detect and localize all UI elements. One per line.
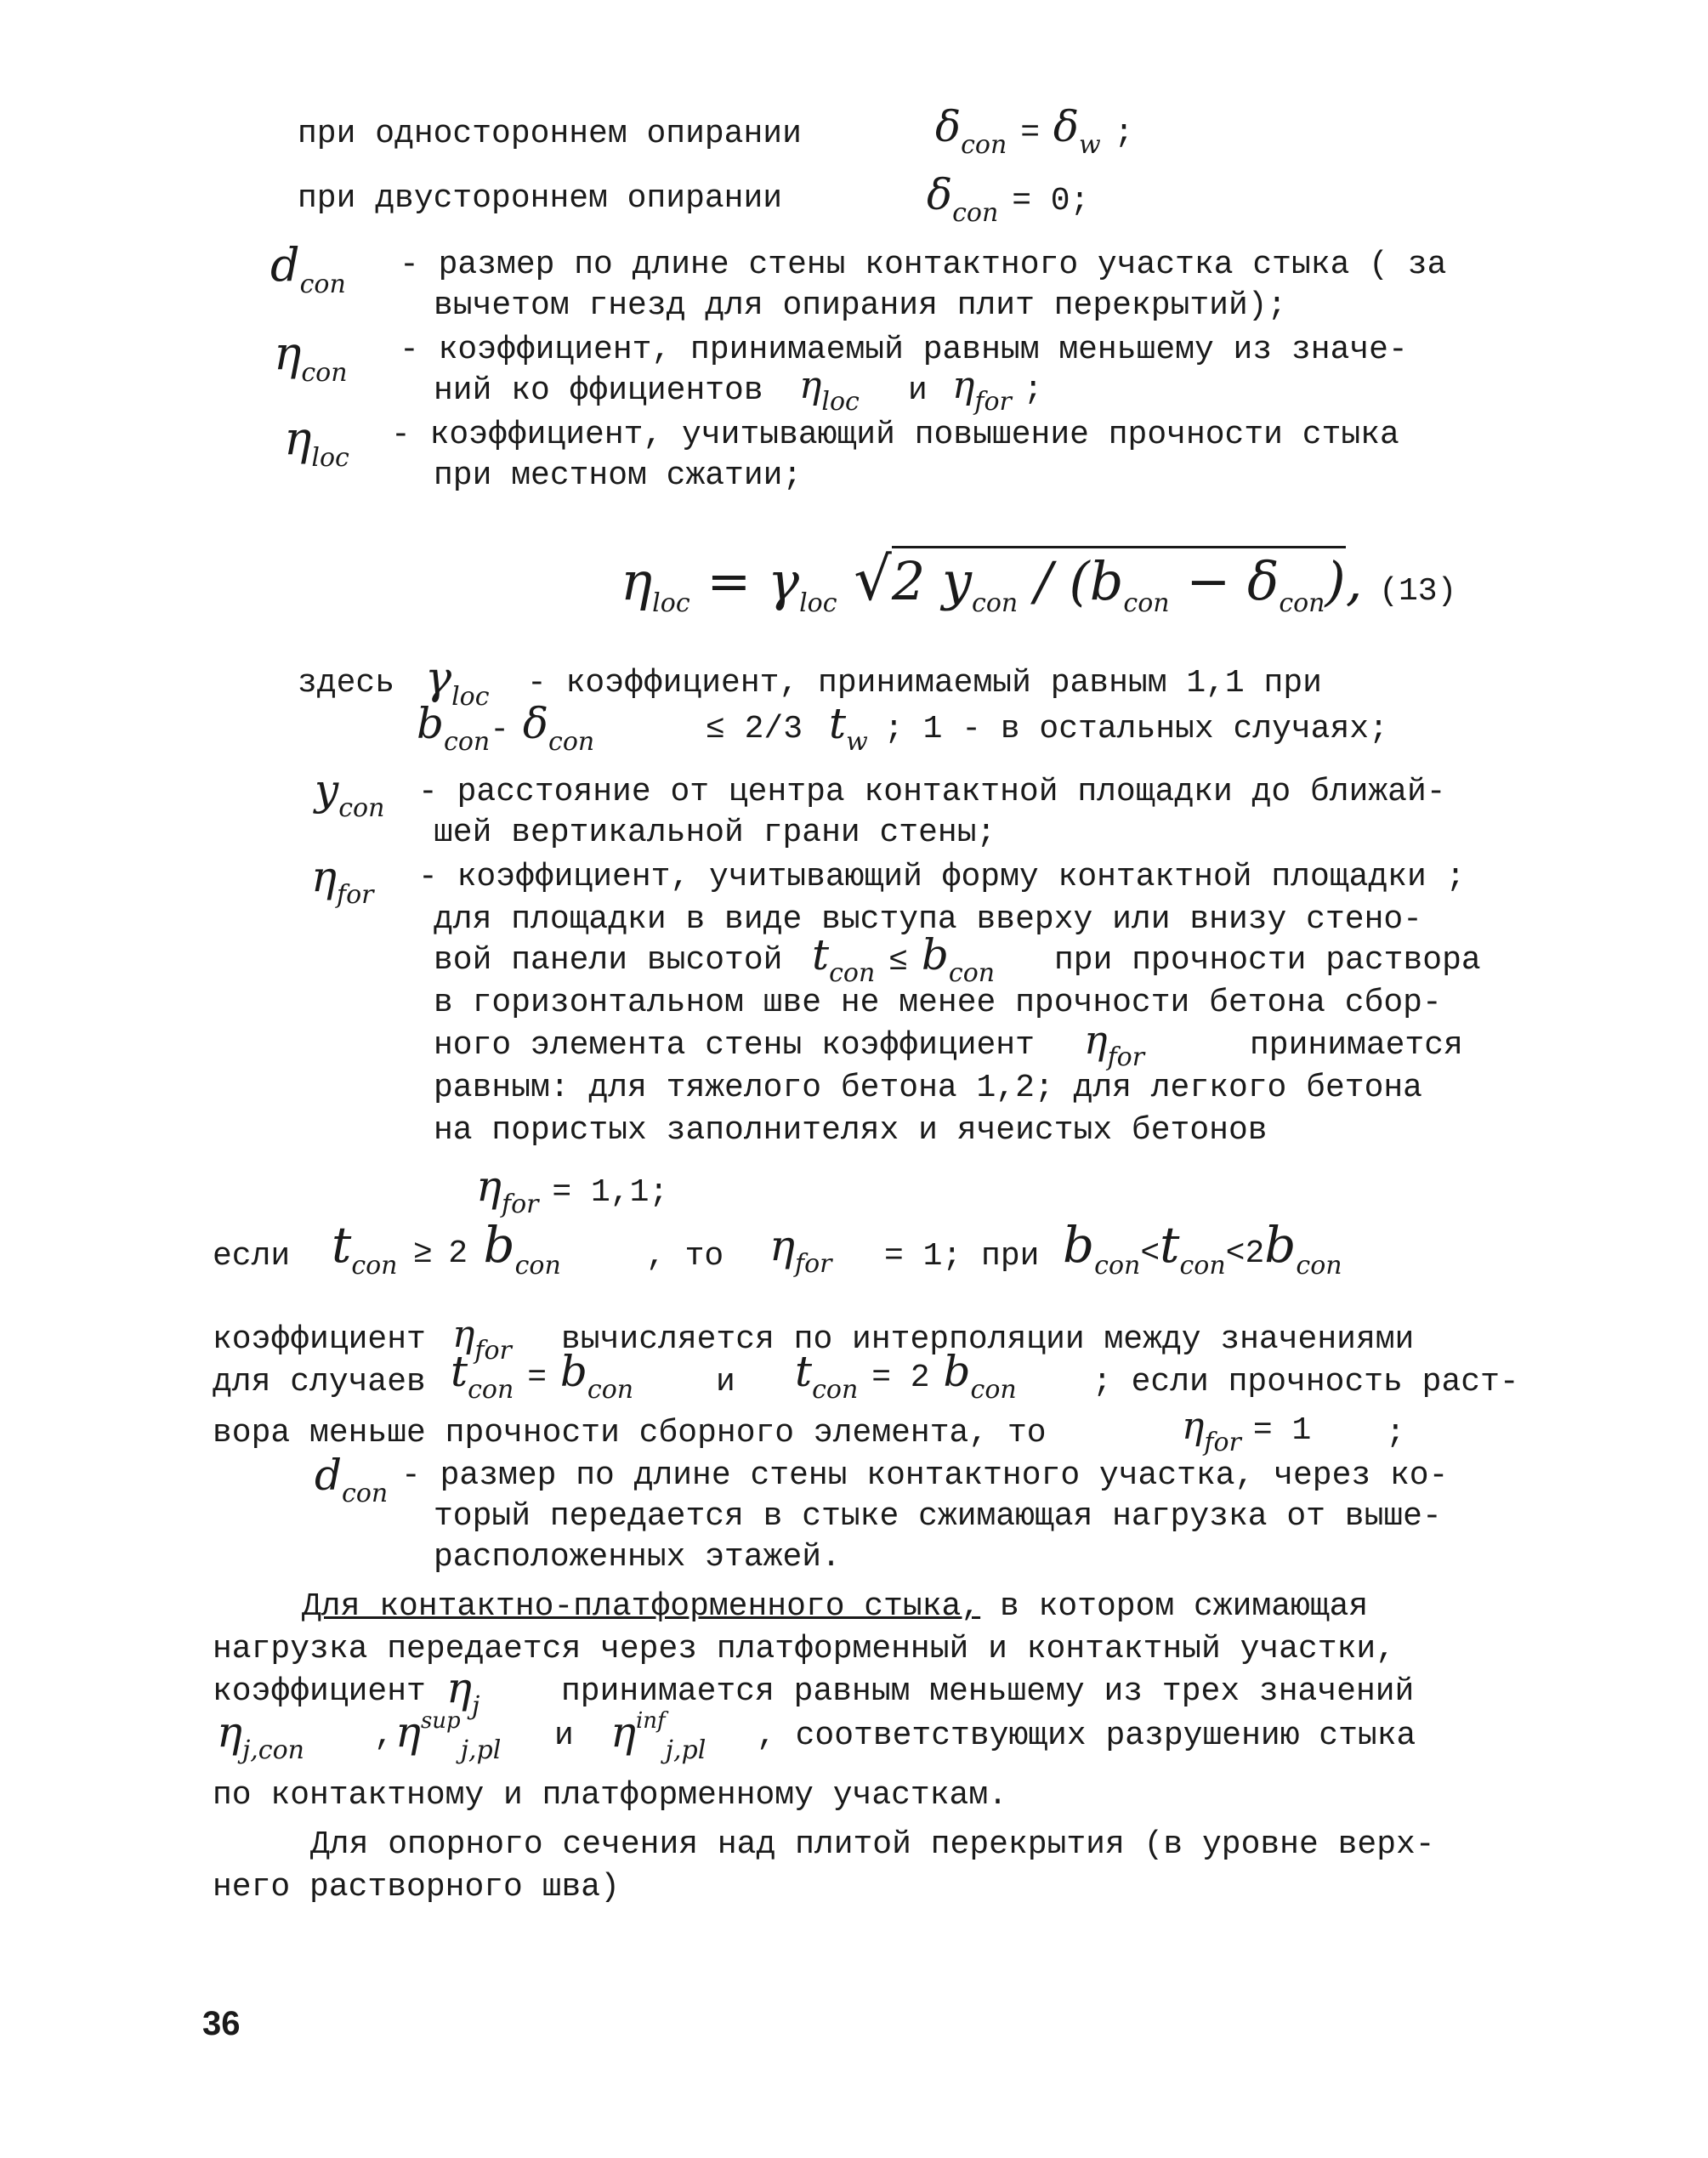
- symbol: =: [527, 1360, 547, 1396]
- subscript: con: [1123, 588, 1170, 618]
- text-line: для площадки в виде выступа вверху или внизу стено-: [434, 901, 1422, 938]
- text-line: , то: [646, 1238, 724, 1275]
- text-line: вора меньше прочности сборного элемента, то: [213, 1415, 1047, 1451]
- text-line: = 1: [1252, 1412, 1312, 1449]
- subscript: con: [972, 588, 1019, 618]
- text-run: в котором сжимающая: [999, 1588, 1369, 1625]
- symbol: -: [490, 712, 510, 748]
- symbol: 2 y: [891, 550, 973, 612]
- subscript: con: [961, 130, 1007, 160]
- y-con-symbol: [315, 765, 384, 823]
- symbol: η: [284, 412, 312, 465]
- symbol: δ: [1053, 102, 1080, 151]
- text-line: ; если прочность раст-: [1092, 1364, 1519, 1400]
- symbol: b: [1063, 1216, 1095, 1274]
- symbol: b: [559, 1347, 587, 1396]
- symbol: δ: [522, 699, 549, 748]
- symbol: <: [1140, 1235, 1160, 1272]
- text-line: торый передается в стыке сжимающая нагрузка от выше-: [434, 1498, 1442, 1535]
- t-eq-2b: [795, 1347, 1017, 1405]
- text-line: на пористых заполнителях и ячеистых бетонов: [434, 1112, 1268, 1149]
- symbol: ,: [1345, 550, 1363, 612]
- t-w-symbol: [829, 699, 868, 757]
- d-con-symbol: [270, 238, 346, 299]
- subscript: con: [812, 1375, 859, 1405]
- symbol: η: [769, 1221, 795, 1270]
- text-line: ний ко ффициентов: [434, 372, 763, 409]
- t-eq-b: [451, 1347, 633, 1405]
- subscript: for: [474, 1336, 512, 1366]
- subscript: for: [1107, 1042, 1145, 1072]
- text-line: ного элемента стены коэффициент: [434, 1027, 1035, 1064]
- subscript: con: [514, 1251, 561, 1281]
- text-line: вычисляется по интерполяции между значениями: [561, 1321, 1415, 1358]
- symbol: γ: [768, 550, 800, 612]
- text-line: вой панели высотой: [434, 942, 783, 979]
- text-line: ; 1 - в остальных случаях;: [884, 711, 1388, 747]
- symbol: ;: [1023, 372, 1043, 408]
- subscript: loc: [799, 588, 837, 618]
- text-line: - коэффициент, принимаемый равным 1,1 при: [527, 665, 1322, 701]
- text-line: и: [908, 372, 928, 409]
- subscript: con: [952, 198, 999, 228]
- subscript: for: [336, 880, 374, 910]
- symbol: b: [483, 1216, 515, 1274]
- eta-j-con-symbol: [217, 1707, 304, 1765]
- equation-number: (13): [1379, 573, 1457, 610]
- sqrt-sign: √: [854, 544, 892, 614]
- subscript: for: [974, 387, 1012, 417]
- text-line: принимается равным меньшему из трех значений: [561, 1673, 1415, 1710]
- superscript: sup: [420, 1708, 461, 1734]
- eta-for-inline: [769, 1221, 831, 1279]
- t-le-b: [812, 930, 995, 988]
- symbol: b: [417, 699, 445, 748]
- radicand: [892, 546, 1346, 618]
- text-line: Для опорного сечения над плитой перекрытия (в уровне верх-: [310, 1826, 1435, 1863]
- symbol: =: [1020, 115, 1041, 151]
- symbol: 2: [448, 1235, 468, 1272]
- symbol: b: [921, 930, 949, 980]
- symbol: γ: [425, 653, 452, 704]
- subscript: con: [970, 1375, 1017, 1405]
- delta-con-w: [935, 102, 1133, 160]
- subscript: con: [301, 358, 348, 388]
- subscript: loc: [652, 588, 690, 618]
- text-line: равным: для тяжелого бетона 1,2; для легкого бетона: [434, 1070, 1422, 1106]
- text-line: коэффициент: [213, 1321, 426, 1358]
- subscript: for: [794, 1249, 832, 1279]
- subscript: con: [1179, 1251, 1226, 1281]
- subscript: loc: [311, 443, 349, 473]
- symbol: η: [395, 1707, 421, 1757]
- subscript: j,pl: [665, 1735, 706, 1765]
- symbol: ≥: [412, 1235, 433, 1272]
- symbol: − δ: [1169, 550, 1280, 612]
- text-line: для случаев: [213, 1364, 426, 1400]
- symbol: t: [332, 1216, 352, 1274]
- subscript: for: [501, 1190, 539, 1219]
- subscript: w: [846, 727, 868, 757]
- symbol: t: [795, 1347, 813, 1396]
- symbol: ;: [1114, 115, 1134, 151]
- text-line: ≤ 2/3: [706, 711, 803, 747]
- text-line: шей вертикальной грани стены;: [434, 815, 996, 851]
- text-line: при местном сжатии;: [434, 457, 803, 494]
- symbol: η: [799, 364, 822, 407]
- symbol: η: [476, 1161, 502, 1211]
- symbol: = 2: [871, 1360, 930, 1396]
- subscript: j: [471, 1691, 480, 1721]
- delta-con-zero: [927, 170, 1089, 228]
- symbol: η: [621, 550, 653, 612]
- subscript: con: [299, 270, 346, 299]
- page-number: 36: [202, 2005, 241, 2042]
- subscript: con: [548, 727, 595, 757]
- symbol: η: [610, 1707, 636, 1757]
- symbol: η: [452, 1313, 475, 1356]
- symbol: ≤: [888, 943, 908, 980]
- eta-for-value: [476, 1161, 668, 1219]
- formula-13: [621, 544, 1456, 618]
- symbol: b: [1264, 1216, 1297, 1274]
- subscript: loc: [821, 387, 860, 417]
- symbol: η: [952, 364, 975, 407]
- text-line: вычетом гнезд для опирания плит перекрытий);: [434, 287, 1287, 324]
- subscript: con: [948, 958, 996, 988]
- paragraph-line: [302, 1587, 1368, 1627]
- subscript: con: [351, 1251, 398, 1281]
- text-line: него растворного шва): [213, 1869, 620, 1905]
- symbol: =: [689, 550, 768, 612]
- underlined-phrase: Для контактно-платформенного стыка,: [302, 1588, 981, 1625]
- text-line: если: [213, 1238, 291, 1275]
- text-line: ,: [374, 1718, 394, 1754]
- text-line: = 1,1;: [552, 1174, 669, 1211]
- symbol: η: [311, 852, 337, 901]
- eta-for-inline: [1084, 1017, 1144, 1072]
- text-line: коэффициент: [213, 1673, 426, 1710]
- text-line: расположенных этажей.: [434, 1539, 841, 1576]
- subscript: con: [468, 1375, 514, 1405]
- text-line: , соответствующих разрушению стыка: [757, 1718, 1416, 1754]
- text-line: здесь: [298, 665, 395, 701]
- text-line: ;: [1386, 1415, 1405, 1451]
- eta-j-pl-sup-symbol: [395, 1707, 501, 1765]
- eta-for-value: [1182, 1405, 1311, 1457]
- subscript: con: [829, 958, 876, 988]
- symbol: d: [270, 238, 300, 292]
- symbol: δ: [935, 102, 962, 151]
- eta-j-pl-inf-symbol: [610, 1707, 706, 1765]
- subscript: con: [338, 793, 385, 823]
- b-lt-t-lt-2b: [1063, 1216, 1342, 1281]
- symbol: η: [446, 1663, 472, 1712]
- text-line: и: [716, 1364, 735, 1400]
- subscript: j,pl: [460, 1735, 502, 1765]
- subscript: w: [1079, 130, 1101, 160]
- symbol: <: [1225, 1235, 1246, 1272]
- symbol: η: [217, 1707, 242, 1757]
- text-line: по контактному и платформенному участкам.: [213, 1777, 1007, 1814]
- subscript: j,con: [241, 1735, 304, 1765]
- eta-con-symbol: [274, 327, 348, 388]
- symbol: ): [1325, 550, 1346, 612]
- subscript: for: [1204, 1428, 1241, 1457]
- symbol: t: [1160, 1216, 1180, 1274]
- t-ge-2b: [332, 1216, 561, 1281]
- eta-loc-symbol: [284, 412, 349, 473]
- text-line: - коэффициент, учитывающий форму контактной площадки ;: [418, 859, 1466, 895]
- symbol: / (b: [1018, 550, 1124, 612]
- d-con-symbol: [315, 1451, 388, 1508]
- text-line: - расстояние от центра контактной площадки до ближай-: [418, 774, 1446, 810]
- subscript: con: [1094, 1251, 1141, 1281]
- text-line: принимается: [1250, 1027, 1463, 1064]
- eta-for-inline: [952, 364, 1043, 417]
- text-line: - коэффициент, принимаемый равным меньшему из значе-: [400, 332, 1408, 368]
- text-line: - размер по длине стены контактного участка стыка ( за: [400, 247, 1447, 283]
- subscript: con: [444, 727, 491, 757]
- text-line: нагрузка передается через платформенный и контактный участки,: [213, 1631, 1396, 1667]
- symbol: t: [812, 930, 830, 980]
- b-minus-delta: [417, 699, 594, 757]
- text-line: при двустороннем опирании: [298, 180, 783, 217]
- eta-for-symbol: [311, 852, 373, 910]
- text-line: - коэффициент, учитывающий повышение прочности стыка: [391, 417, 1399, 453]
- symbol: t: [451, 1347, 468, 1396]
- symbol: = 0;: [1012, 183, 1090, 219]
- eta-loc-inline: [799, 364, 860, 417]
- subscript: loc: [451, 682, 490, 712]
- text-line: = 1; при: [884, 1238, 1040, 1275]
- text-line: при одностороннем опирании: [298, 116, 802, 152]
- text-line: и: [554, 1718, 574, 1754]
- symbol: d: [315, 1451, 343, 1500]
- subscript: con: [587, 1375, 634, 1405]
- symbol: t: [829, 699, 847, 748]
- symbol: η: [1182, 1405, 1205, 1448]
- subscript: con: [342, 1479, 389, 1508]
- subscript: con: [1279, 588, 1325, 618]
- symbol: b: [943, 1347, 971, 1396]
- symbol: y: [315, 765, 339, 815]
- symbol: 2: [1245, 1235, 1265, 1272]
- symbol: δ: [927, 170, 953, 219]
- symbol: η: [274, 327, 302, 380]
- subscript: con: [1296, 1251, 1342, 1281]
- text-line: при прочности раствора: [1054, 942, 1481, 979]
- symbol: η: [1084, 1017, 1108, 1063]
- superscript: inf: [635, 1708, 666, 1734]
- text-line: в горизонтальном шве не менее прочности бетона сбор-: [434, 985, 1442, 1021]
- text-line: - размер по длине стены контактного участка, через ко-: [401, 1457, 1449, 1494]
